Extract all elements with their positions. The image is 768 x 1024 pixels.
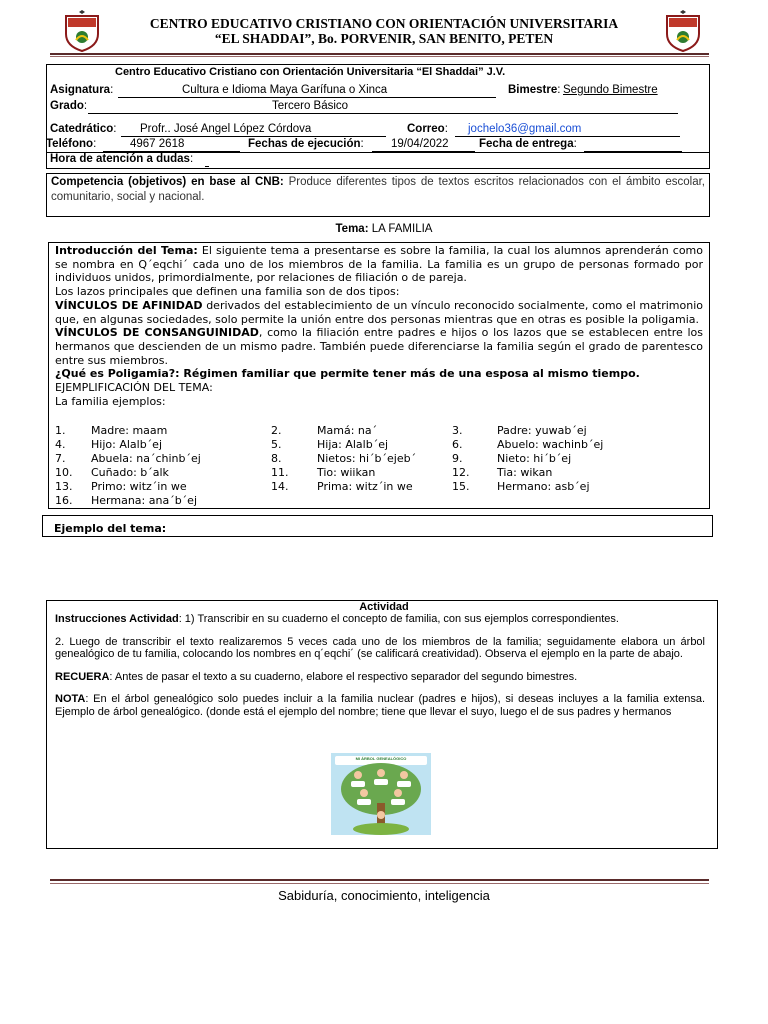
footer-divider-thin [50, 883, 709, 884]
family-list [55, 424, 703, 508]
footer-motto: Sabiduría, conocimiento, inteligencia [278, 888, 490, 903]
catedratico-label: Catedrático: [50, 123, 117, 135]
list-item: 10. Cuñado: b´alk 11. Tio: wiikan 12. Tia: wikan [55, 466, 553, 479]
entrega-label: Fecha de entrega: [479, 138, 577, 150]
list-item: 7. Abuela: na´chinb´ej 8. Nietos: hi´b´ejeb´ 9. Nieto: hi´b´ej [55, 452, 572, 465]
bimestre-label: Bimestre: [508, 84, 561, 96]
correo-label: Correo: [407, 123, 448, 135]
grado-label: Grado: [50, 100, 88, 112]
telefono-value: 4967 2618 [130, 138, 185, 150]
tema-title: Tema: LA FAMILIA [335, 223, 433, 235]
family-tree-image [331, 753, 431, 835]
footer-divider [50, 879, 709, 881]
asignatura-value: Cultura e Idioma Maya Garífuna o Xinca [182, 84, 388, 96]
ejemplo-label: Ejemplo del tema: [54, 522, 167, 535]
actividad-title: Actividad [359, 601, 409, 613]
asignatura-label: Asignatura: [50, 84, 114, 96]
fechas-label: Fechas de ejecución: [248, 138, 364, 150]
list-item: 4. Hijo: Alalb´ej 5. Hija: Alalb´ej 6. Abuelo: wachinb´ej [55, 438, 604, 451]
grado-value: Tercero Básico [272, 100, 349, 112]
fechas-value: 19/04/2022 [391, 138, 449, 150]
competencia-text: Competencia (objetivos) en base al CNB: Produce diferentes tipos de textos escritos relacionados con el ámbito escolar, comunitario, social y nacional. [51, 176, 705, 203]
list-item: 16. Hermana: ana´b´ej [55, 494, 197, 507]
tree-banner: MI ÁRBOL GENEALÓGICO [355, 756, 407, 761]
header-divider [50, 53, 709, 55]
school-name: Centro Educativo Cristiano con Orientación Universitaria “El Shaddai” J.V. [115, 66, 506, 78]
header-line-1: CENTRO EDUCATIVO CRISTIANO CON ORIENTACIÓN UNIVERSITARIA [149, 16, 619, 31]
hora-label: Hora de atención a dudas: [50, 153, 194, 165]
list-item: 1. Madre: maam 2. Mamá: na´ 3. Padre: yuwab´ej [55, 424, 587, 437]
header-divider-thin [50, 56, 709, 57]
correo-link[interactable]: jochelo36@gmail.com [468, 123, 582, 135]
catedratico-value: Profr.. José Angel López Córdova [140, 123, 312, 135]
intro-text: Introducción del Tema: El siguiente tema a presentarse es sobre la familia, la cual los alumnos aprenderán como se nombra en Q´eqchi´ cada uno de los miembros de la familia. La familia es un grupo de personas formado por individuos unidos, primordialmente, por relaciones de filiación o de pareja. Los lazos principales que definen una familia son de dos tipos: VÍNCULOS DE AFINIDAD derivados del establecimiento de un vínculo reconocido socialmente, como el matrimonio que, en algunas sociedades, solo permite la unión entre dos personas mientras que en otras es posible la poligamia. VÍNCULOS DE CONSANGUINIDAD, como la filiación entre padres e hijos o los lazos que se establecen entre los hermanos que descienden de un mismo padre. También puede diferenciarse la familia según el grado de parentesco entre sus miembros. ¿Qué es Poligamia?: Régimen familiar que permite tener más de una esposa al mismo tiempo. EJEMPLIFICACIÓN DEL TEMA: La familia ejemplos: [55, 244, 703, 408]
telefono-label: Teléfono: [46, 138, 97, 150]
bimestre-value: Segundo Bimestre [563, 84, 658, 96]
actividad-instructions: Instrucciones Actividad: 1) Transcribir en su cuaderno el concepto de familia, con sus ejemplos correspondientes. 2. Luego de transcribir el texto realizaremos 5 veces cada uno de los miembros de la familia; seguidamente elabora un árbol genealógico de tu familia, colocando los nombres en q´eqchi´ (se calificará creatividad). Observa el ejemplo en la parte de abajo. RECUERA: Antes de pasar el texto a su cuaderno, elabore el respectivo separador del segundo bimestres. NOTA: En el árbol genealógico solo puedes incluir a la familia nuclear (padres e hijos), si deseas incluyes a la familia extensa. Ejemplo de árbol genealógico. (donde está el ejemplo del nombre; tiene que llevar el suyo, luego el de sus padres y hermanos [55, 613, 705, 718]
header-line-2: “EL SHADDAI”, Bo. PORVENIR, SAN BENITO, PETEN [214, 31, 554, 46]
list-item: 13. Primo: witz´in we 14. Prima: witz´in we 15. Hermano: asb´ej [55, 480, 590, 493]
